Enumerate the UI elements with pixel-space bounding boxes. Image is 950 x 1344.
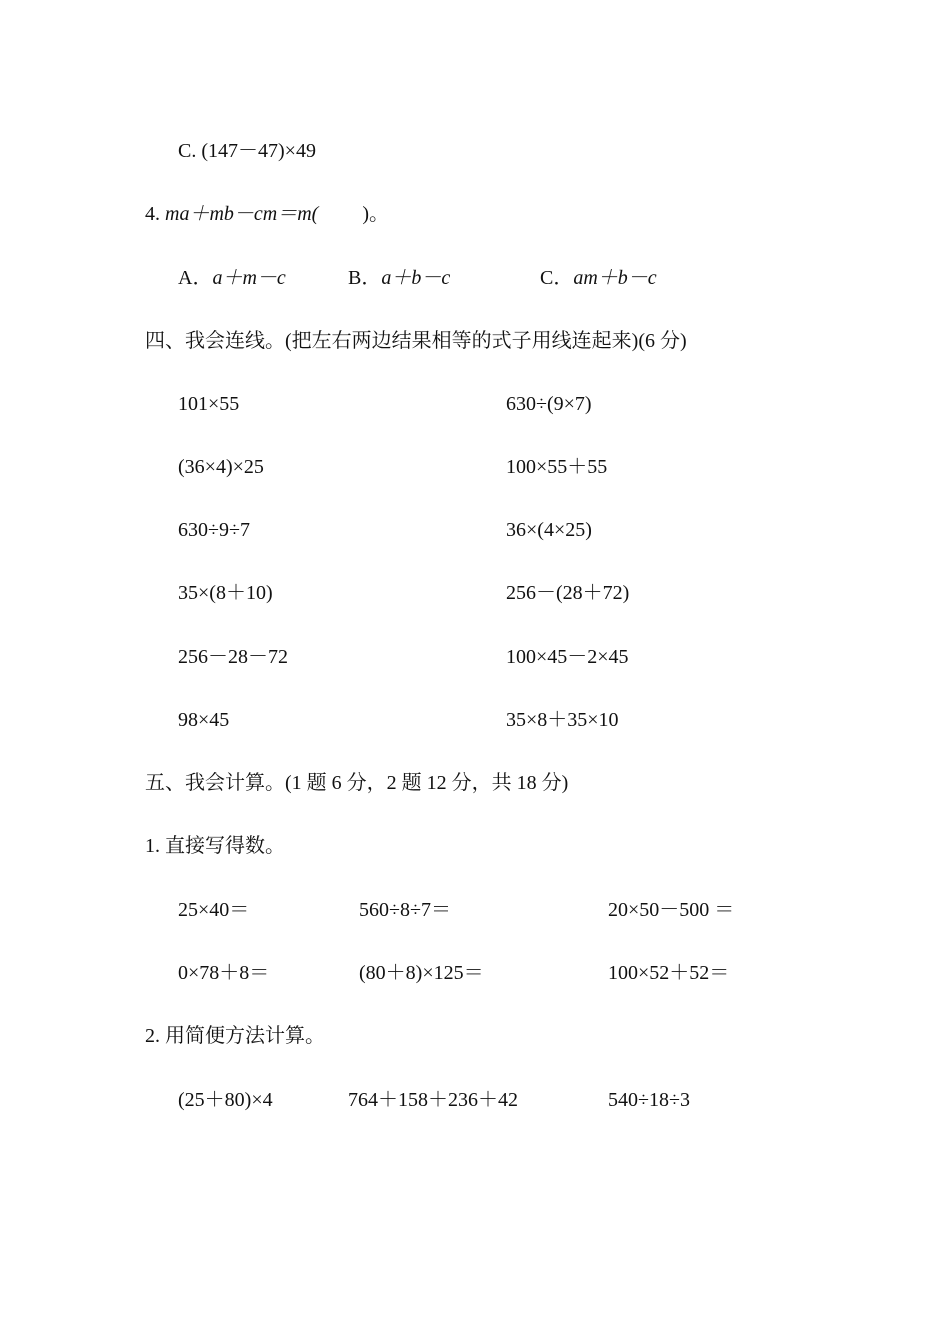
q4-option-c-label: C．: [540, 267, 574, 289]
match-right-5[interactable]: 100×45－2×45: [506, 646, 629, 668]
q4-option-a-expr: a＋m－c: [212, 267, 286, 289]
q4-question: [145, 202, 389, 226]
match-right-1[interactable]: 630÷(9×7): [506, 393, 592, 415]
q4-option-b: [348, 266, 450, 290]
q4-expression: ma＋mb－cm＝m(: [165, 203, 319, 225]
oral-calc-2: 560÷8÷7＝: [359, 899, 451, 921]
oral-calc-3: 20×50－500 ＝: [608, 899, 735, 921]
simplify-calc-2: 764＋158＋236＋42: [348, 1089, 518, 1111]
match-right-6[interactable]: 35×8＋35×10: [506, 709, 619, 731]
section5-part2-title: 2. 用简便方法计算。: [145, 1025, 325, 1047]
match-left-1[interactable]: 101×55: [178, 393, 240, 415]
match-left-5[interactable]: 256－28－72: [178, 646, 288, 668]
q3-option-c: C. (147－47)×49: [178, 140, 316, 162]
q4-option-a: [178, 266, 286, 290]
oral-calc-1: 25×40＝: [178, 899, 250, 921]
match-left-4[interactable]: 35×(8＋10): [178, 582, 273, 604]
q4-option-c: [540, 266, 657, 290]
simplify-calc-3: 540÷18÷3: [608, 1089, 690, 1111]
section5-title: 五、我会计算。(1 题 6 分，2 题 12 分，共 18 分): [145, 772, 569, 794]
q4-option-b-label: B．: [348, 267, 382, 289]
q4-blank-close: )。: [362, 203, 389, 225]
match-left-2[interactable]: (36×4)×25: [178, 456, 264, 478]
oral-calc-5: (80＋8)×125＝: [359, 962, 484, 984]
q4-option-c-expr: am＋b－c: [573, 267, 657, 289]
match-right-3[interactable]: 36×(4×25): [506, 519, 592, 541]
q4-option-a-label: A．: [178, 267, 213, 289]
oral-calc-6: 100×52＋52＝: [608, 962, 730, 984]
q4-number: 4.: [145, 203, 160, 225]
oral-calc-4: 0×78＋8＝: [178, 962, 270, 984]
match-right-2[interactable]: 100×55＋55: [506, 456, 608, 478]
match-left-6[interactable]: 98×45: [178, 709, 230, 731]
q4-option-b-expr: a＋b－c: [381, 267, 451, 289]
section5-part1-title: 1. 直接写得数。: [145, 835, 285, 857]
match-left-3[interactable]: 630÷9÷7: [178, 519, 250, 541]
match-right-4[interactable]: 256－(28＋72): [506, 582, 630, 604]
section4-title: 四、我会连线。(把左右两边结果相等的式子用线连起来)(6 分): [145, 330, 687, 352]
simplify-calc-1: (25＋80)×4: [178, 1089, 273, 1111]
